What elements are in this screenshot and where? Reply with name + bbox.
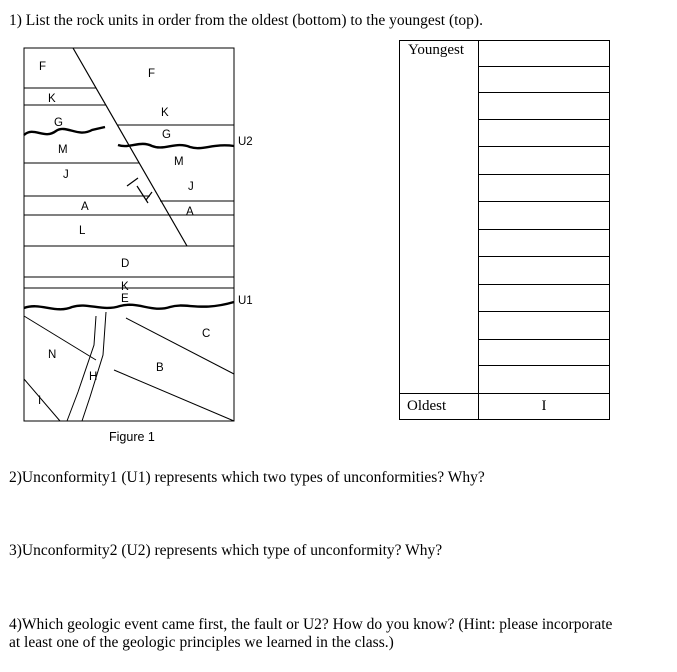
label-left-J: J: [63, 169, 69, 181]
answer-cell[interactable]: [479, 147, 610, 175]
answer-cell[interactable]: [479, 202, 610, 230]
answer-cell[interactable]: [479, 230, 610, 257]
oldest-value: I: [541, 398, 547, 414]
label-left-G: G: [54, 117, 63, 129]
tilted-bed: [24, 316, 96, 360]
u1-unconformity: [24, 302, 234, 309]
oldest-cell: [400, 394, 479, 420]
answer-cell[interactable]: [479, 67, 610, 93]
label-E: E: [121, 293, 129, 305]
label-H: H: [89, 371, 98, 383]
u2-right-segment: [118, 144, 234, 148]
label-I: I: [38, 395, 42, 407]
label-K-lower: K: [121, 281, 129, 293]
answer-cell[interactable]: [479, 93, 610, 120]
question-4-line-1: 4)Which geologic event came first, the fault or U2? How do you know? (Hint: please incorporate: [9, 616, 613, 633]
answer-cell[interactable]: [479, 41, 610, 67]
label-U2: U2: [238, 136, 253, 148]
order-label-column-top: [400, 41, 479, 394]
answer-cell[interactable]: [479, 285, 610, 312]
youngest-label: Youngest: [408, 42, 464, 58]
fault-arrows: [127, 178, 152, 203]
label-left-A: A: [81, 201, 89, 213]
question-4: [9, 616, 649, 652]
label-N: N: [48, 349, 57, 361]
answer-cell[interactable]: [479, 175, 610, 202]
label-left-L: L: [79, 225, 86, 237]
label-left-F: F: [39, 61, 47, 73]
rock-order-answer-table: [399, 40, 610, 420]
question-3: 3)Unconformity2 (U2) represents which type of unconformity? Why?: [9, 542, 443, 559]
tilted-bed: [126, 318, 234, 374]
answer-cell[interactable]: [479, 340, 610, 366]
dike-left-edge: [67, 316, 96, 421]
answer-cell[interactable]: [479, 120, 610, 147]
tilted-bed: [24, 379, 60, 421]
question-2: 2)Unconformity1 (U1) represents which two types of unconformities? Why?: [9, 469, 485, 486]
label-right-G: G: [162, 129, 171, 141]
label-left-M: M: [58, 144, 68, 156]
label-right-M: M: [174, 156, 184, 168]
label-right-K: K: [161, 107, 169, 119]
question-4-line-2: at least one of the geologic principles we learned in the class.): [9, 634, 394, 651]
label-B: B: [156, 362, 164, 374]
question-1: 1) List the rock units in order from the oldest (bottom) to the youngest (top).: [9, 12, 483, 29]
answer-cell[interactable]: [479, 366, 610, 394]
oldest-label: Oldest: [407, 398, 447, 414]
label-C: C: [202, 328, 211, 340]
tilted-bed: [114, 370, 234, 421]
label-U1: U1: [238, 295, 253, 307]
dike-right-edge: [82, 312, 106, 421]
oldest-value-cell: [479, 394, 610, 420]
label-right-A: A: [186, 206, 194, 218]
label-D: D: [121, 258, 130, 270]
u2-left-segment: [24, 127, 105, 135]
figure-caption: Figure 1: [109, 430, 155, 444]
label-left-K: K: [48, 93, 56, 105]
answer-cell[interactable]: [479, 257, 610, 285]
label-right-F: F: [148, 68, 156, 80]
label-right-J: J: [188, 181, 194, 193]
answer-cell[interactable]: [479, 312, 610, 340]
